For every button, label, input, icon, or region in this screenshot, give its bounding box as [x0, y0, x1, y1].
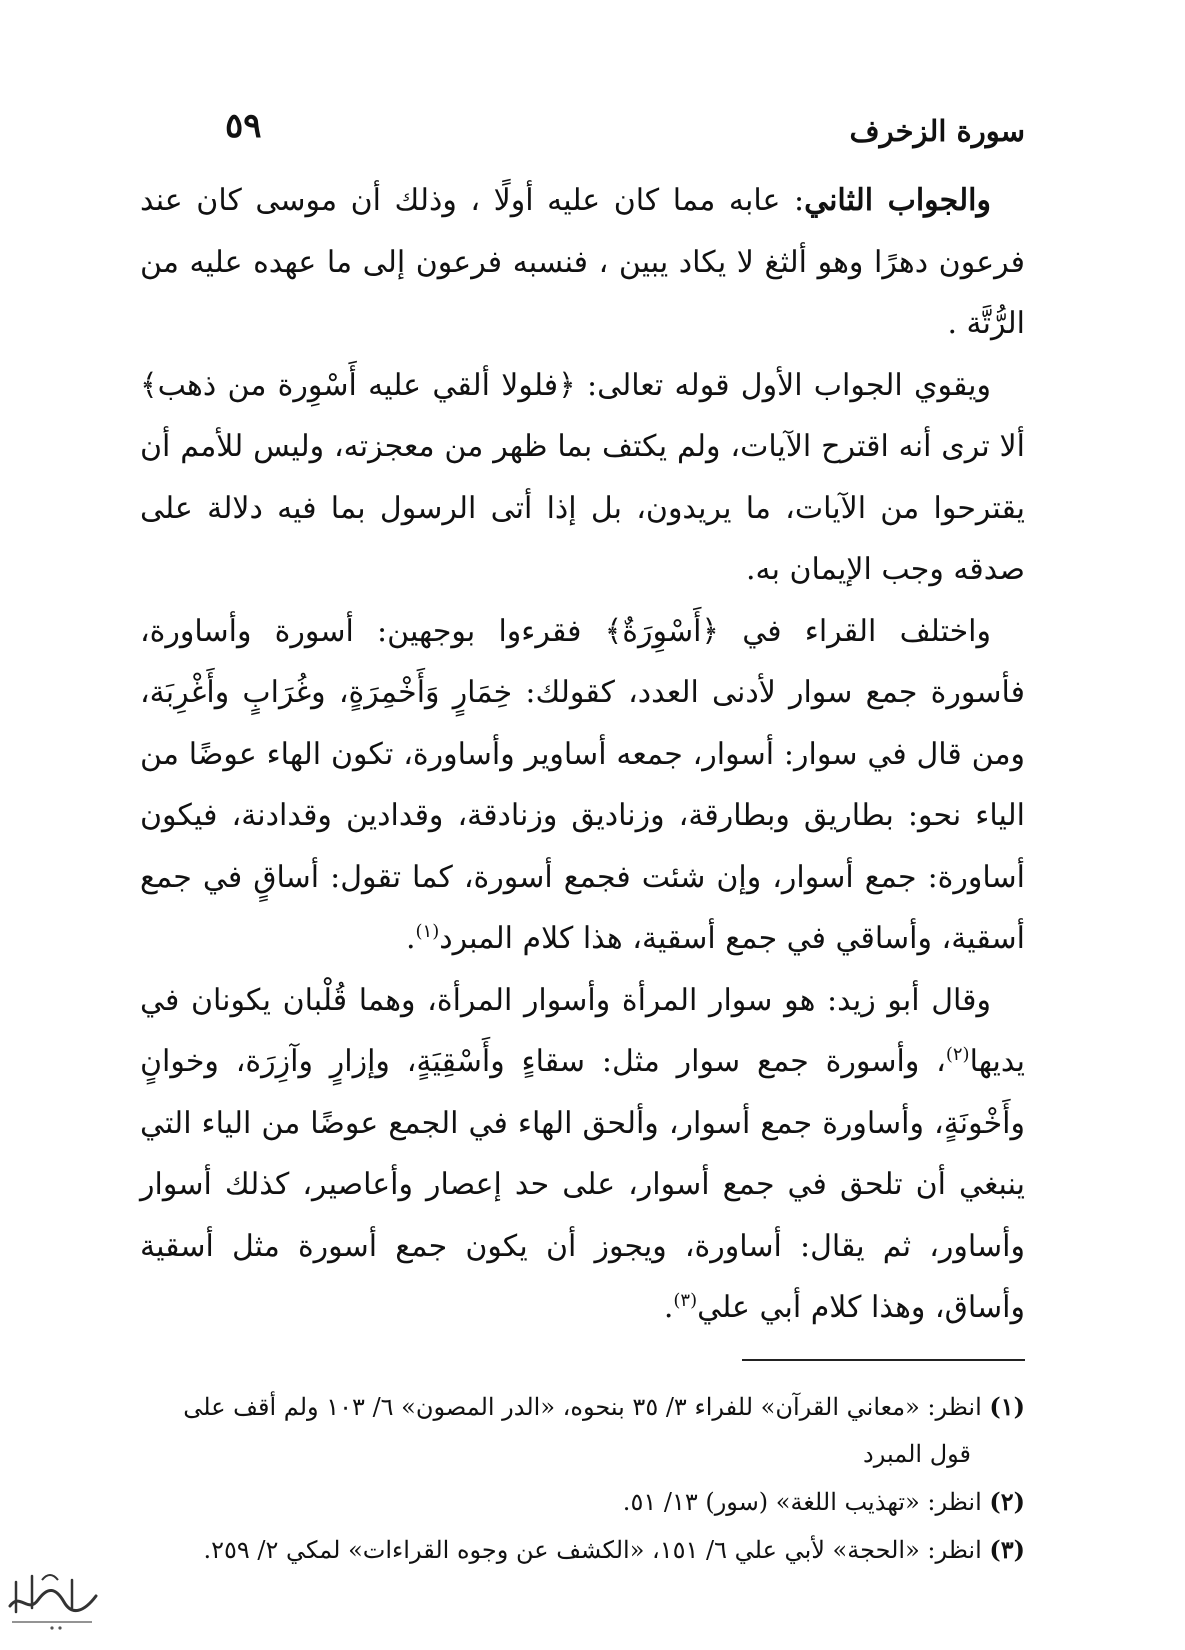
footnote-1 — [140, 1383, 1025, 1431]
footnote-text: انظر: «تهذيب اللغة» (سور) ١٣/ ٥١. — [622, 1487, 982, 1516]
footnote-divider — [742, 1359, 1025, 1361]
footnote-2 — [140, 1478, 1025, 1526]
footnote-number: (٢) — [989, 1486, 1025, 1516]
footnote-reference-1[interactable]: (١) — [415, 921, 440, 942]
paragraph-1 — [140, 170, 1025, 355]
footnote-text: قول المبرد — [863, 1439, 971, 1468]
paragraph-text: ويقوي الجواب الأول قوله تعالى: ﴿فلولا ألقي عليه أَسْوِرة من ذهب﴾ ألا ترى أنه اقترح الآيات، ولم يكتف بما ظهر من معجزته، وليس للأمم أن يقترحوا من الآيات، ما يريدون، بل إذا أتى الرسول بما فيه دلالة على صدقه وجب الإيمان به. — [140, 367, 1025, 587]
surah-title: سورة الزخرف — [849, 114, 1025, 148]
footnote-1-continuation — [140, 1431, 1025, 1478]
footnotes — [140, 1383, 1025, 1574]
paragraph-label: والجواب الثاني — [804, 183, 991, 218]
paragraph-tail: . — [405, 921, 416, 956]
page-header — [140, 100, 1025, 160]
paragraph-text: : عابه مما كان عليه أولًا ، وذلك أن موسى كان عند فرعون دهرًا وهو ألثغ لا يكاد يبين ، فنسبه فرعون إلى ما عهده عليه من الرُّتَّة . — [140, 183, 1025, 341]
watermark-logo — [2, 1562, 102, 1634]
paragraph-text: واختلف القراء في ﴿أَسْوِرَةٌ﴾ فقرءوا بوجهين: أسورة وأساورة، فأسورة جمع سوار لأدنى العدد، كقولك: خِمَارٍ وَأَخْمِرَةٍ، وغُرَابٍ وأَغْرِبَة، ومن قال في سوار: أسوار، جمعه أساوير وأساورة، تكون الهاء عوضًا من الياء نحو: بطاريق وبطارقة، وزناديق وزنادقة، وقدادين وقدادنة، فيكون أساورة: جمع أسوار، وإن شئت فجمع أسورة، كما تقول: أساقٍ في جمع أسقية، وأساقي في جمع أسقية، هذا كلام المبرد — [140, 613, 1025, 956]
paragraph-text-continued: ، وأسورة جمع سوار مثل: سقاءٍ وأَسْقِيَةٍ، وإزارٍ وآزِرَة، وخوانٍ وأَخْونَةٍ، وأساورة جمع أسوار، وألحق الهاء في الجمع عوضًا من الياء التي ينبغي أن تلحق في جمع أسوار، على حد إعصار وأعاصير، كذلك أسوار وأساور، ثم يقال: أساورة، ويجوز أن يكون جمع أسورة مثل أسقية وأساق، وهذا كلام أبي علي — [140, 1044, 1025, 1325]
paragraph-tail: . — [663, 1290, 674, 1325]
footnote-reference-3[interactable]: (٣) — [673, 1290, 698, 1311]
paragraph-4 — [140, 970, 1025, 1339]
footnote-number: (١) — [989, 1391, 1025, 1421]
paragraph-2 — [140, 355, 1025, 601]
footnote-3 — [140, 1526, 1025, 1574]
paragraph-text: وقال أبو زيد: هو سوار المرأة وأسوار المرأة، وهما قُلْبان يكونان في يديها — [140, 982, 1025, 1079]
main-text — [140, 170, 1025, 1339]
footnote-text: انظر: «معاني القرآن» للفراء ٣/ ٣٥ بنحوه، «الدر المصون» ٦/ ١٠٣ ولم أقف على — [183, 1392, 982, 1421]
footnote-number: (٣) — [989, 1534, 1025, 1564]
footnote-reference-2[interactable]: (٢) — [945, 1044, 970, 1065]
page — [140, 100, 1025, 1640]
page-number: ٥٩ — [225, 106, 262, 146]
footnote-text: انظر: «الحجة» لأبي علي ٦/ ١٥١، «الكشف عن وجوه القراءات» لمكي ٢/ ٢٥٩. — [203, 1535, 982, 1564]
paragraph-3 — [140, 601, 1025, 970]
